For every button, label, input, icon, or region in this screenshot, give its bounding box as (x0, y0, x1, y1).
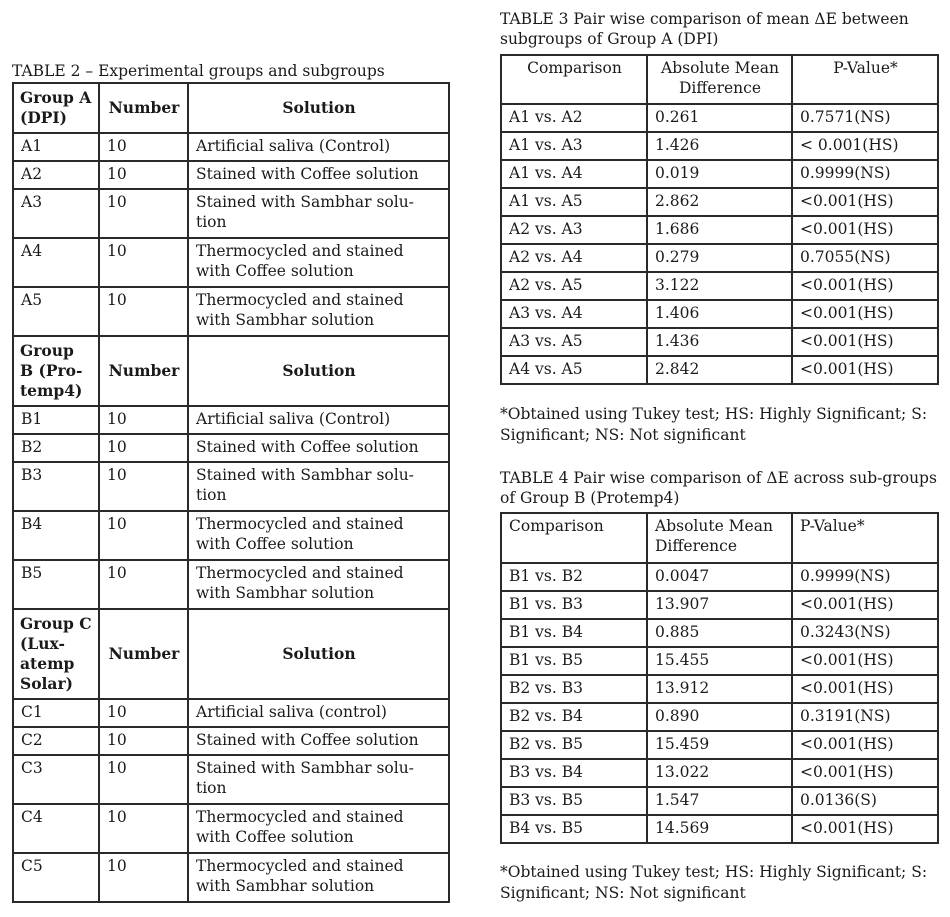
table3-cell-mean-diff: 1.686 (647, 216, 792, 244)
table3-caption: TABLE 3 Pair wise comparison of mean ΔE between subgroups of Group A (DPI) (500, 10, 909, 48)
table2-cell-subgroup: B4 (13, 511, 99, 560)
table3-cell-comparison: A1 vs. A4 (501, 160, 647, 188)
table2-row (13, 434, 449, 462)
table4-cell-pvalue: <0.001(HS) (792, 731, 938, 759)
table2-row (13, 287, 449, 336)
table3-cell-pvalue: <0.001(HS) (792, 216, 938, 244)
table3-cell-mean-diff: 0.261 (647, 104, 792, 132)
table4-cell-comparison: B3 vs. B5 (501, 787, 647, 815)
table3-cell-pvalue: <0.001(HS) (792, 188, 938, 216)
table4-cell-pvalue: <0.001(HS) (792, 591, 938, 619)
table2 (12, 82, 450, 903)
table2-cell-number: 10 (99, 727, 188, 755)
table2-header-number: Number (99, 336, 188, 406)
table2-cell-subgroup: A4 (13, 238, 99, 287)
table2-cell-subgroup: A2 (13, 161, 99, 189)
table3-cell-comparison: A1 vs. A3 (501, 132, 647, 160)
table4-cell-comparison: B1 vs. B2 (501, 563, 647, 591)
table4-row (501, 759, 938, 787)
table2-cell-subgroup: B2 (13, 434, 99, 462)
table4-cell-mean-diff: 0.0047 (647, 563, 792, 591)
table3-cell-mean-diff: 1.436 (647, 328, 792, 356)
table2-caption: TABLE 2 – Experimental groups and subgroups (12, 62, 385, 80)
table2-group-name: Group C (Lux-atemp Solar) (13, 609, 99, 699)
table4-cell-mean-diff: 1.547 (647, 787, 792, 815)
table2-cell-number: 10 (99, 287, 188, 336)
table2-cell-number: 10 (99, 804, 188, 853)
table2-cell-subgroup: B1 (13, 406, 99, 434)
table2-header-number: Number (99, 83, 188, 133)
table3-cell-pvalue: <0.001(HS) (792, 272, 938, 300)
table2-row (13, 699, 449, 727)
table2-cell-number: 10 (99, 560, 188, 609)
table2-row (13, 189, 449, 238)
table3-row (501, 104, 938, 132)
table2-row (13, 560, 449, 609)
table2-header-solution: Solution (188, 83, 449, 133)
table2-body (13, 83, 449, 902)
table2-cell-solution: Artificial saliva (Control) (188, 133, 449, 161)
table2-header-number: Number (99, 609, 188, 699)
table2-cell-solution: Stained with Sambhar solu-tion (188, 462, 449, 511)
table4-row (501, 731, 938, 759)
table3-body (501, 104, 938, 384)
table4-row (501, 787, 938, 815)
table4-cell-comparison: B2 vs. B3 (501, 675, 647, 703)
table4-cell-comparison: B2 vs. B4 (501, 703, 647, 731)
table3-cell-comparison: A2 vs. A3 (501, 216, 647, 244)
table4-cell-pvalue: <0.001(HS) (792, 759, 938, 787)
table4-cell-mean-diff: 15.455 (647, 647, 792, 675)
table4-cell-mean-diff: 13.907 (647, 591, 792, 619)
table4-body (501, 563, 938, 843)
table2-cell-solution: Thermocycled and stained with Coffee solution (188, 238, 449, 287)
table4-cell-pvalue: 0.3243(NS) (792, 619, 938, 647)
table3-row (501, 244, 938, 272)
table2-group-header-row (13, 336, 449, 406)
table4-cell-mean-diff: 0.890 (647, 703, 792, 731)
table4-cell-mean-diff: 0.885 (647, 619, 792, 647)
table2-cell-subgroup: A3 (13, 189, 99, 238)
table2-cell-subgroup: A5 (13, 287, 99, 336)
table4-cell-pvalue: 0.9999(NS) (792, 563, 938, 591)
table2-cell-number: 10 (99, 511, 188, 560)
table4-cell-comparison: B1 vs. B4 (501, 619, 647, 647)
table2-row (13, 133, 449, 161)
table2-cell-number: 10 (99, 853, 188, 902)
table2-group-header-row (13, 609, 449, 699)
table3-cell-pvalue: <0.001(HS) (792, 300, 938, 328)
table3-cell-mean-diff: 2.842 (647, 356, 792, 384)
table3-row (501, 216, 938, 244)
table3-row (501, 328, 938, 356)
table2-cell-subgroup: C3 (13, 755, 99, 804)
table4-header-comparison: Comparison (501, 513, 647, 563)
table2-cell-solution: Thermocycled and stained with Coffee solution (188, 804, 449, 853)
table2-cell-number: 10 (99, 699, 188, 727)
table3-header-comparison: Comparison (501, 55, 647, 104)
table3-cell-pvalue: <0.001(HS) (792, 328, 938, 356)
table3-cell-comparison: A4 vs. A5 (501, 356, 647, 384)
table2-cell-subgroup: B5 (13, 560, 99, 609)
table2-group-name: Group B (Pro-temp4) (13, 336, 99, 406)
table3-cell-mean-diff: 3.122 (647, 272, 792, 300)
table4-row (501, 703, 938, 731)
table2-cell-number: 10 (99, 755, 188, 804)
table4-cell-pvalue: <0.001(HS) (792, 647, 938, 675)
table2-group-header-row (13, 83, 449, 133)
table3-header-row (501, 55, 938, 104)
table2-cell-number: 10 (99, 161, 188, 189)
table3-header-pvalue: P-Value* (792, 55, 938, 104)
table3-cell-pvalue: < 0.001(HS) (792, 132, 938, 160)
table4-cell-comparison: B3 vs. B4 (501, 759, 647, 787)
table3 (500, 54, 939, 385)
table3-cell-mean-diff: 0.279 (647, 244, 792, 272)
table2-row (13, 804, 449, 853)
table4-cell-pvalue: <0.001(HS) (792, 815, 938, 843)
table3-cell-mean-diff: 0.019 (647, 160, 792, 188)
table4-cell-mean-diff: 13.912 (647, 675, 792, 703)
table2-header-solution: Solution (188, 336, 449, 406)
table3-row (501, 160, 938, 188)
table2-cell-subgroup: C1 (13, 699, 99, 727)
table2-cell-solution: Thermocycled and stained with Coffee solution (188, 511, 449, 560)
table2-cell-number: 10 (99, 238, 188, 287)
table2-cell-subgroup: C2 (13, 727, 99, 755)
table3-row (501, 132, 938, 160)
table2-cell-solution: Stained with Sambhar solu-tion (188, 189, 449, 238)
table3-row (501, 272, 938, 300)
table3-cell-pvalue: 0.9999(NS) (792, 160, 938, 188)
table2-header-solution: Solution (188, 609, 449, 699)
table4-row (501, 619, 938, 647)
table4-caption: TABLE 4 Pair wise comparison of ΔE across sub-groups of Group B (Protemp4) (500, 469, 937, 507)
table4-footnote: *Obtained using Tukey test; HS: Highly Significant; S: Significant; NS: Not significant (500, 863, 928, 902)
table3-row (501, 356, 938, 384)
table3-footnote: *Obtained using Tukey test; HS: Highly Significant; S: Significant; NS: Not significant (500, 405, 928, 444)
table3-cell-pvalue: 0.7055(NS) (792, 244, 938, 272)
table3-cell-mean-diff: 1.406 (647, 300, 792, 328)
table2-cell-solution: Stained with Coffee solution (188, 434, 449, 462)
table2-row (13, 462, 449, 511)
table3-cell-pvalue: 0.7571(NS) (792, 104, 938, 132)
table2-group-name: Group A (DPI) (13, 83, 99, 133)
table3-cell-comparison: A1 vs. A2 (501, 104, 647, 132)
table3-cell-comparison: A1 vs. A5 (501, 188, 647, 216)
table4-cell-pvalue: 0.0136(S) (792, 787, 938, 815)
table2-cell-solution: Stained with Sambhar solu-tion (188, 755, 449, 804)
table3-cell-comparison: A2 vs. A4 (501, 244, 647, 272)
table3-cell-pvalue: <0.001(HS) (792, 356, 938, 384)
table2-row (13, 161, 449, 189)
table3-row (501, 188, 938, 216)
table4-row (501, 675, 938, 703)
table2-cell-solution: Artificial saliva (Control) (188, 406, 449, 434)
table4-cell-mean-diff: 14.569 (647, 815, 792, 843)
table2-cell-subgroup: B3 (13, 462, 99, 511)
table3-cell-mean-diff: 2.862 (647, 188, 792, 216)
table4-row (501, 815, 938, 843)
table2-cell-subgroup: C5 (13, 853, 99, 902)
table2-row (13, 727, 449, 755)
table3-row (501, 300, 938, 328)
table2-cell-number: 10 (99, 189, 188, 238)
table3-cell-comparison: A3 vs. A4 (501, 300, 647, 328)
table4-cell-comparison: B1 vs. B5 (501, 647, 647, 675)
table2-row (13, 511, 449, 560)
table3-cell-mean-diff: 1.426 (647, 132, 792, 160)
table4-cell-comparison: B4 vs. B5 (501, 815, 647, 843)
table4-header-mean-diff: Absolute Mean Difference (647, 513, 792, 563)
table4 (500, 512, 939, 844)
table2-row (13, 238, 449, 287)
table4-cell-mean-diff: 15.459 (647, 731, 792, 759)
table4-row (501, 647, 938, 675)
table4-cell-comparison: B2 vs. B5 (501, 731, 647, 759)
table3-header-mean-diff: Absolute Mean Difference (647, 55, 792, 104)
table2-cell-solution: Thermocycled and stained with Sambhar solution (188, 853, 449, 902)
table2-cell-solution: Thermocycled and stained with Sambhar solution (188, 287, 449, 336)
table2-row (13, 853, 449, 902)
table3-cell-comparison: A3 vs. A5 (501, 328, 647, 356)
table4-header-row (501, 513, 938, 563)
table2-cell-number: 10 (99, 462, 188, 511)
table2-row (13, 406, 449, 434)
table4-cell-pvalue: <0.001(HS) (792, 675, 938, 703)
table4-cell-mean-diff: 13.022 (647, 759, 792, 787)
table4-row (501, 563, 938, 591)
table2-cell-number: 10 (99, 434, 188, 462)
table2-cell-solution: Stained with Coffee solution (188, 727, 449, 755)
table2-cell-solution: Artificial saliva (control) (188, 699, 449, 727)
table2-cell-subgroup: A1 (13, 133, 99, 161)
table2-cell-number: 10 (99, 406, 188, 434)
table4-header-pvalue: P-Value* (792, 513, 938, 563)
table4-cell-comparison: B1 vs. B3 (501, 591, 647, 619)
table3-cell-comparison: A2 vs. A5 (501, 272, 647, 300)
table4-row (501, 591, 938, 619)
table2-cell-solution: Stained with Coffee solution (188, 161, 449, 189)
table2-cell-solution: Thermocycled and stained with Sambhar solution (188, 560, 449, 609)
table4-cell-pvalue: 0.3191(NS) (792, 703, 938, 731)
table2-cell-number: 10 (99, 133, 188, 161)
table2-cell-subgroup: C4 (13, 804, 99, 853)
table2-row (13, 755, 449, 804)
